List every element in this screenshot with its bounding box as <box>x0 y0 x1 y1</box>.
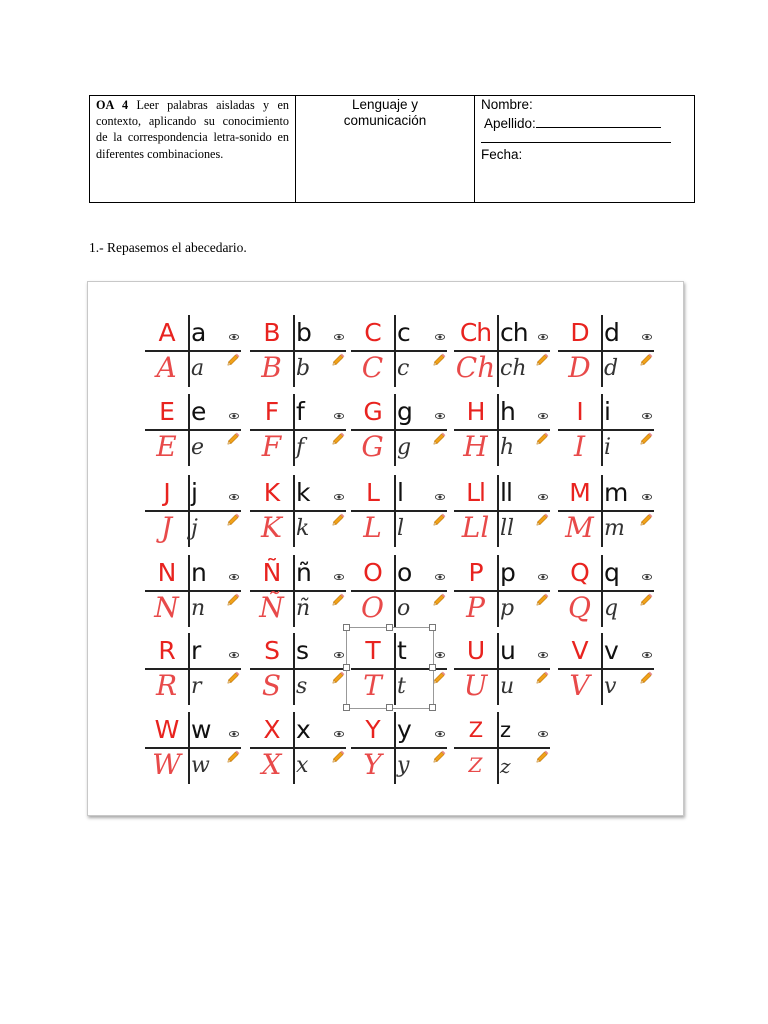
pencil-icon <box>332 512 346 526</box>
lowercase-cursive-letter: d <box>604 356 619 381</box>
lowercase-cursive-letter: ñ <box>296 596 311 621</box>
uppercase-cursive-letter: V <box>569 669 590 702</box>
uppercase-print-letter: Z <box>468 718 483 742</box>
letter-cell-j <box>145 475 241 547</box>
lowercase-cursive-letter: p <box>500 596 515 621</box>
eye-icon <box>538 327 548 333</box>
eye-icon <box>334 487 344 493</box>
lowercase-cursive-letter: b <box>296 356 311 381</box>
lowercase-cursive-letter: w <box>191 753 210 778</box>
uppercase-cursive-letter: Ch <box>455 351 496 384</box>
uppercase-print-letter: L <box>366 478 379 507</box>
eye-icon <box>229 406 239 412</box>
uppercase-print-letter: O <box>363 558 382 587</box>
uppercase-cursive-letter: M <box>565 511 594 544</box>
letter-cell-v <box>558 633 654 705</box>
eye-icon <box>642 406 652 412</box>
pencil-icon <box>433 670 447 684</box>
lowercase-print-letter: b <box>296 318 311 347</box>
letter-cell-e <box>145 394 241 466</box>
pencil-icon <box>536 749 550 763</box>
lowercase-cursive-letter: c <box>397 356 410 381</box>
lowercase-print-letter: n <box>191 558 206 587</box>
uppercase-print-letter: Ch <box>459 318 492 347</box>
pencil-icon <box>536 592 550 606</box>
uppercase-print-letter: F <box>264 397 279 426</box>
letter-cell-g <box>351 394 447 466</box>
letter-cell-enie <box>250 555 346 627</box>
letter-cell-k <box>250 475 346 547</box>
pencil-icon <box>332 352 346 366</box>
lowercase-print-letter: x <box>296 715 310 744</box>
uppercase-cursive-letter: P <box>466 591 485 624</box>
uppercase-print-letter: J <box>163 478 170 507</box>
uppercase-cursive-letter: H <box>463 430 488 463</box>
uppercase-print-letter: S <box>264 636 279 665</box>
eye-icon <box>334 406 344 412</box>
pencil-icon <box>640 431 654 445</box>
eye-icon <box>334 724 344 730</box>
eye-icon <box>229 327 239 333</box>
lowercase-cursive-letter: j <box>191 516 198 541</box>
eye-icon <box>538 724 548 730</box>
eye-icon <box>538 645 548 651</box>
lowercase-cursive-letter: t <box>397 674 406 699</box>
lowercase-cursive-letter: a <box>191 356 205 381</box>
uppercase-cursive-letter: B <box>261 351 282 384</box>
lowercase-cursive-letter: y <box>397 753 410 778</box>
uppercase-cursive-letter: E <box>156 430 177 463</box>
pencil-icon <box>536 352 550 366</box>
letter-cell-x <box>250 712 346 784</box>
lowercase-cursive-letter: s <box>296 674 308 699</box>
instruction-text: 1.- Repasemos el abecedario. <box>89 240 247 255</box>
date-label: Fecha: <box>481 147 523 162</box>
letter-cell-l <box>351 475 447 547</box>
lowercase-print-letter: h <box>500 397 515 426</box>
uppercase-cursive-letter: F <box>261 430 282 463</box>
pencil-icon <box>536 670 550 684</box>
lowercase-print-letter: ch <box>500 318 528 347</box>
letter-cell-y <box>351 712 447 784</box>
pencil-icon <box>433 749 447 763</box>
pencil-icon <box>433 431 447 445</box>
lowercase-cursive-letter: l <box>397 516 405 541</box>
uppercase-cursive-letter: Z <box>468 753 483 777</box>
letter-cell-z <box>454 712 550 784</box>
lowercase-cursive-letter: e <box>191 435 205 460</box>
surname-field[interactable] <box>536 114 661 128</box>
letter-cell-b <box>250 315 346 387</box>
surname-field-extra-line[interactable] <box>481 132 671 143</box>
lowercase-print-letter: p <box>500 558 515 587</box>
uppercase-print-letter: X <box>263 715 280 744</box>
lowercase-cursive-letter: z <box>500 754 511 778</box>
header-table <box>89 95 695 203</box>
lowercase-print-letter: o <box>397 558 412 587</box>
eye-icon <box>435 567 445 573</box>
uppercase-print-letter: V <box>571 636 588 665</box>
uppercase-print-letter: K <box>263 478 280 507</box>
letter-cell-s <box>250 633 346 705</box>
uppercase-print-letter: H <box>466 397 485 426</box>
objective-cell <box>90 96 296 203</box>
eye-icon <box>538 487 548 493</box>
lowercase-print-letter: u <box>500 636 515 665</box>
uppercase-print-letter: N <box>157 558 176 587</box>
eye-icon <box>435 724 445 730</box>
uppercase-cursive-letter: Ñ <box>259 591 284 624</box>
pencil-icon <box>433 592 447 606</box>
lowercase-print-letter: v <box>604 636 618 665</box>
objective-code: OA 4 <box>96 98 129 112</box>
lowercase-cursive-letter: u <box>500 674 515 699</box>
letter-cell-h <box>454 394 550 466</box>
uppercase-cursive-letter: A <box>156 351 177 384</box>
letter-cell-ch <box>454 315 550 387</box>
letter-cell-d <box>558 315 654 387</box>
eye-icon <box>229 487 239 493</box>
uppercase-cursive-letter: W <box>152 748 181 781</box>
selection-handle[interactable] <box>429 624 436 631</box>
selection-handle[interactable] <box>343 664 350 671</box>
lowercase-print-letter: f <box>296 397 304 426</box>
lowercase-print-letter: l <box>397 478 403 507</box>
uppercase-print-letter: P <box>468 558 483 587</box>
pencil-icon <box>227 352 241 366</box>
uppercase-cursive-letter: X <box>261 748 282 781</box>
uppercase-cursive-letter: N <box>154 591 179 624</box>
lowercase-cursive-letter: i <box>604 435 612 460</box>
pencil-icon <box>640 670 654 684</box>
eye-icon <box>642 567 652 573</box>
uppercase-cursive-letter: I <box>573 430 586 463</box>
selection-handle[interactable] <box>429 664 436 671</box>
lowercase-print-letter: ll <box>500 478 512 507</box>
lowercase-print-letter: d <box>604 318 619 347</box>
uppercase-cursive-letter: T <box>363 669 382 702</box>
letter-cell-u <box>454 633 550 705</box>
lowercase-cursive-letter: n <box>191 596 206 621</box>
selection-handle[interactable] <box>343 704 350 711</box>
lowercase-print-letter: w <box>191 715 211 744</box>
uppercase-cursive-letter: R <box>155 669 178 702</box>
lowercase-cursive-letter: m <box>604 516 625 541</box>
letter-cell-w <box>145 712 241 784</box>
eye-icon <box>538 567 548 573</box>
pencil-icon <box>640 592 654 606</box>
uppercase-print-letter: T <box>365 636 380 665</box>
pencil-icon <box>227 749 241 763</box>
objective-text: Leer palabras aisladas y en contexto, aplicando su conocimiento de la correspondencia letra-sonido en diferentes combinaciones. <box>96 98 290 161</box>
eye-icon <box>538 406 548 412</box>
letter-cell-n <box>145 555 241 627</box>
lowercase-print-letter: j <box>191 478 197 507</box>
letter-cell-i <box>558 394 654 466</box>
lowercase-cursive-letter: v <box>604 674 617 699</box>
lowercase-print-letter: a <box>191 318 206 347</box>
eye-icon <box>435 406 445 412</box>
lowercase-print-letter: ñ <box>296 558 311 587</box>
pencil-icon <box>227 512 241 526</box>
eye-icon <box>435 645 445 651</box>
letter-cell-a <box>145 315 241 387</box>
pencil-icon <box>332 749 346 763</box>
uppercase-print-letter: Ll <box>466 478 485 507</box>
lowercase-print-letter: q <box>604 558 619 587</box>
pencil-icon <box>227 670 241 684</box>
eye-icon <box>334 567 344 573</box>
uppercase-cursive-letter: O <box>361 591 384 624</box>
subject-line-1: Lenguaje y <box>351 97 419 112</box>
alphabet-chart <box>87 281 684 816</box>
selection-handle[interactable] <box>429 704 436 711</box>
lowercase-cursive-letter: o <box>397 596 411 621</box>
letter-cell-p <box>454 555 550 627</box>
letter-cell-c <box>351 315 447 387</box>
letter-cell-o <box>351 555 447 627</box>
pencil-icon <box>640 512 654 526</box>
eye-icon <box>642 327 652 333</box>
uppercase-cursive-letter: C <box>361 351 384 384</box>
subject-line-2: comunicación <box>343 113 427 128</box>
lowercase-cursive-letter: q <box>604 596 619 621</box>
letter-cell-r <box>145 633 241 705</box>
uppercase-cursive-letter: Q <box>568 591 591 624</box>
pencil-icon <box>536 431 550 445</box>
eye-icon <box>642 487 652 493</box>
pencil-icon <box>332 592 346 606</box>
uppercase-cursive-letter: K <box>261 511 282 544</box>
pencil-icon <box>433 512 447 526</box>
lowercase-cursive-letter: f <box>296 435 305 460</box>
selection-box[interactable] <box>346 627 434 709</box>
lowercase-cursive-letter: ch <box>500 356 527 381</box>
selection-handle[interactable] <box>386 704 393 711</box>
uppercase-cursive-letter: L <box>363 511 382 544</box>
subject-cell <box>296 96 475 203</box>
lowercase-print-letter: e <box>191 397 206 426</box>
lowercase-print-letter: t <box>397 636 406 665</box>
uppercase-print-letter: I <box>576 397 583 426</box>
pencil-icon <box>640 352 654 366</box>
eye-icon <box>334 327 344 333</box>
name-label: Nombre: <box>481 97 533 112</box>
student-info-cell <box>475 96 695 203</box>
uppercase-print-letter: D <box>570 318 589 347</box>
letter-cell-m <box>558 475 654 547</box>
pencil-icon <box>433 352 447 366</box>
uppercase-print-letter: R <box>158 636 175 665</box>
uppercase-print-letter: Q <box>570 558 589 587</box>
surname-label: Apellido: <box>484 115 536 131</box>
lowercase-print-letter: s <box>296 636 309 665</box>
uppercase-cursive-letter: U <box>463 669 488 702</box>
pencil-icon <box>332 670 346 684</box>
uppercase-print-letter: C <box>364 318 381 347</box>
uppercase-print-letter: Ñ <box>262 558 281 587</box>
uppercase-print-letter: A <box>158 318 175 347</box>
uppercase-print-letter: W <box>154 715 179 744</box>
uppercase-cursive-letter: Y <box>363 748 382 781</box>
uppercase-print-letter: G <box>363 397 382 426</box>
uppercase-cursive-letter: G <box>361 430 384 463</box>
eye-icon <box>435 487 445 493</box>
letter-cell-f <box>250 394 346 466</box>
lowercase-print-letter: g <box>397 397 412 426</box>
selection-handle[interactable] <box>386 624 393 631</box>
uppercase-print-letter: U <box>466 636 485 665</box>
pencil-icon <box>227 431 241 445</box>
letter-cell-q <box>558 555 654 627</box>
uppercase-cursive-letter: Ll <box>461 511 490 544</box>
pencil-icon <box>332 431 346 445</box>
uppercase-print-letter: B <box>263 318 280 347</box>
letter-cell-ll <box>454 475 550 547</box>
uppercase-print-letter: E <box>159 397 174 426</box>
pencil-icon <box>227 592 241 606</box>
lowercase-cursive-letter: g <box>397 435 412 460</box>
uppercase-cursive-letter: D <box>568 351 591 384</box>
lowercase-print-letter: k <box>296 478 310 507</box>
eye-icon <box>642 645 652 651</box>
eye-icon <box>435 327 445 333</box>
lowercase-print-letter: m <box>604 478 628 507</box>
eye-icon <box>229 724 239 730</box>
lowercase-cursive-letter: k <box>296 516 310 541</box>
lowercase-cursive-letter: r <box>191 674 202 699</box>
eye-icon <box>229 645 239 651</box>
lowercase-cursive-letter: h <box>500 435 515 460</box>
lowercase-print-letter: r <box>191 636 201 665</box>
eye-icon <box>229 567 239 573</box>
pencil-icon <box>536 512 550 526</box>
lowercase-print-letter: y <box>397 715 411 744</box>
lowercase-print-letter: z <box>500 718 511 742</box>
uppercase-cursive-letter: J <box>160 511 173 544</box>
uppercase-print-letter: M <box>569 478 590 507</box>
lowercase-print-letter: c <box>397 318 410 347</box>
lowercase-cursive-letter: x <box>296 753 309 778</box>
lowercase-print-letter: i <box>604 397 610 426</box>
uppercase-print-letter: Y <box>365 715 380 744</box>
uppercase-cursive-letter: S <box>261 669 282 702</box>
selection-handle[interactable] <box>343 624 350 631</box>
eye-icon <box>334 645 344 651</box>
lowercase-cursive-letter: ll <box>500 516 515 541</box>
